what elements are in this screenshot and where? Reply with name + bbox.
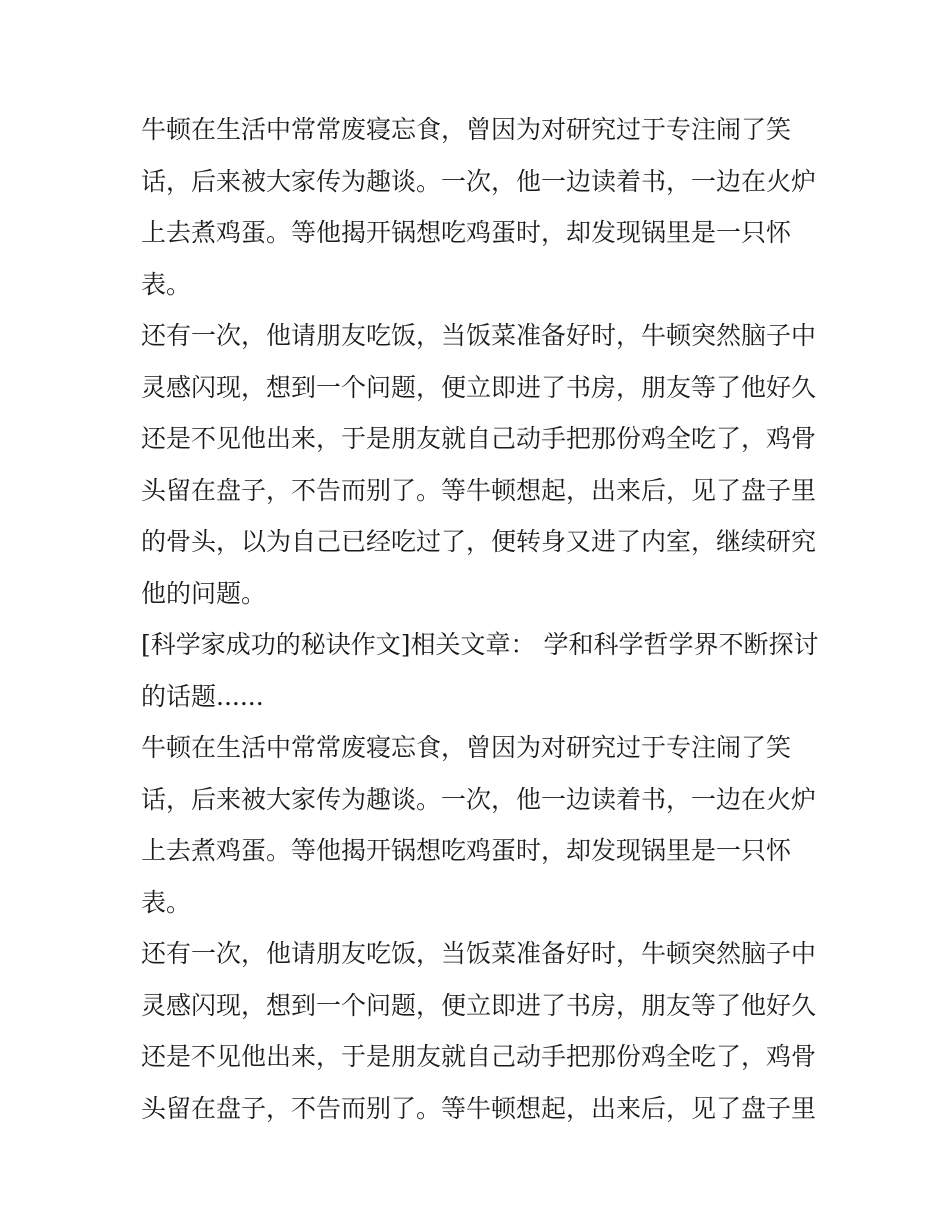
text-line: 牛顿在生活中常常废寝忘食，曾因为对研究过于专注闹了笑	[141, 115, 792, 144]
text-line: 还有一次，他请朋友吃饭，当饭菜准备好时，牛顿突然脑子中	[141, 939, 817, 968]
text-line: 话，后来被大家传为趣谈。一次，他一边读着书，一边在火炉	[141, 784, 817, 814]
text-line: 牛顿在生活中常常废寝忘食，曾因为对研究过于专注闹了笑	[141, 733, 792, 762]
text-line: 上去煮鸡蛋。等他揭开锅想吃鸡蛋时，却发现锅里是一只怀	[141, 218, 792, 247]
text-line: 头留在盘子，不告而别了。等牛顿想起，出来后，见了盘子里	[141, 1093, 817, 1123]
text-line: 表。	[141, 269, 192, 299]
related-articles-line: 的话题......	[141, 681, 264, 711]
text-line: 的骨头，以为自己已经吃过了，便转身又进了内室，继续研究	[141, 527, 817, 556]
paragraph-related-articles	[141, 619, 821, 722]
document-body	[141, 104, 821, 1134]
text-line: 头留在盘子，不告而别了。等牛顿想起，出来后，见了盘子里	[141, 475, 817, 505]
paragraph-newton-dinner-repeat	[141, 928, 821, 1134]
paragraph-newton-eggs-repeat	[141, 722, 821, 928]
text-line: 表。	[141, 887, 192, 917]
text-line: 灵感闪现，想到一个问题，便立即进了书房，朋友等了他好久	[141, 990, 817, 1020]
text-line: 他的问题。	[141, 578, 267, 608]
text-line: 还是不见他出来，于是朋友就自己动手把那份鸡全吃了，鸡骨	[141, 1042, 817, 1071]
text-line: 话，后来被大家传为趣谈。一次，他一边读着书，一边在火炉	[141, 166, 817, 196]
related-articles-line: [科学家成功的秘诀作文]相关文章： 学和科学哲学界不断探讨	[141, 630, 819, 659]
text-line: 还有一次，他请朋友吃饭，当饭菜准备好时，牛顿突然脑子中	[141, 321, 817, 350]
paragraph-newton-eggs	[141, 104, 821, 310]
text-line: 灵感闪现，想到一个问题，便立即进了书房，朋友等了他好久	[141, 372, 817, 402]
text-line: 还是不见他出来，于是朋友就自己动手把那份鸡全吃了，鸡骨	[141, 424, 817, 453]
text-line: 上去煮鸡蛋。等他揭开锅想吃鸡蛋时，却发现锅里是一只怀	[141, 836, 792, 865]
paragraph-newton-dinner	[141, 310, 821, 619]
